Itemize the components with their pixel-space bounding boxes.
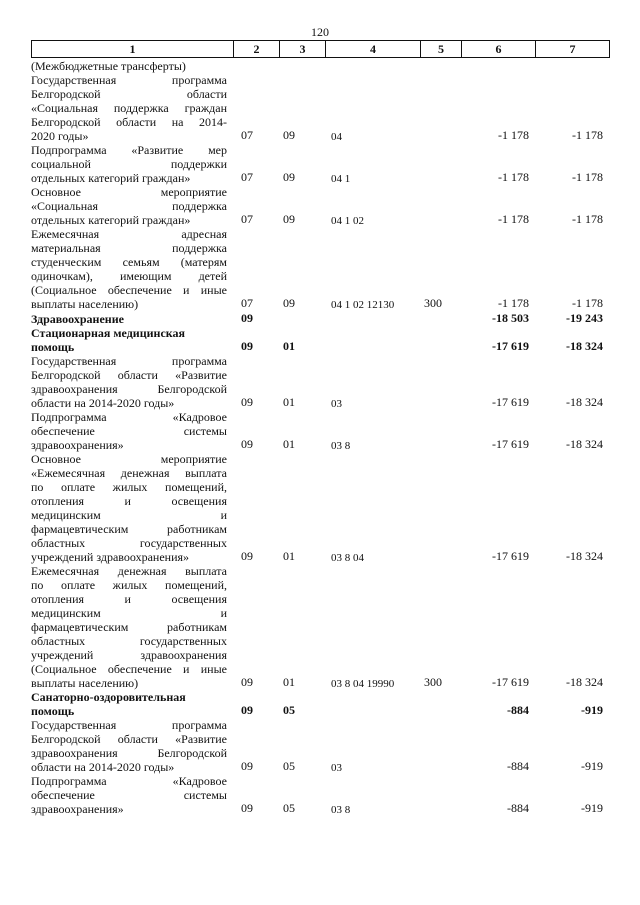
target-article-code: 03 8 04 19990 — [331, 678, 395, 690]
row-name-line: здравоохранения Белгородской — [31, 746, 227, 760]
row-name — [31, 452, 233, 564]
table-row — [31, 354, 609, 410]
expense-type-code — [420, 73, 461, 143]
amount-year-2: -18 324 — [566, 675, 603, 689]
row-name — [31, 690, 233, 718]
amount-year-1 — [461, 59, 535, 73]
table-row — [31, 311, 609, 326]
row-name-line: одиночкам), имеющим детей — [31, 269, 227, 283]
subsection-code: 05 — [283, 759, 295, 773]
row-name-line: области на 2014-2020 годы» — [31, 760, 175, 774]
expense-type-code — [420, 185, 461, 227]
row-name-line: студенческим семьям (матерям — [31, 255, 227, 269]
expense-type-code — [420, 452, 461, 564]
amount-year-1: -884 — [507, 759, 529, 773]
header-col-6: 6 — [462, 41, 536, 58]
amount-year-2: -919 — [581, 759, 603, 773]
amount-year-2: -19 243 — [566, 311, 603, 325]
target-article-code: 03 8 — [331, 804, 351, 816]
row-name-line: областных государственных — [31, 536, 227, 550]
row-name-line: 2020 годы» — [31, 129, 89, 143]
row-name-line: социальной поддержки — [31, 157, 227, 171]
section-code: 07 — [241, 296, 253, 310]
target-article-code: 04 1 — [331, 173, 351, 185]
row-name — [31, 326, 233, 354]
section-code: 09 — [241, 801, 253, 815]
section-code: 09 — [241, 675, 253, 689]
table-row — [31, 73, 609, 143]
row-name — [31, 410, 233, 452]
row-name — [31, 311, 233, 326]
row-name — [31, 718, 233, 774]
row-name-line: выплаты населению) — [31, 297, 139, 311]
row-name-line: Государственная программа — [31, 718, 227, 732]
section-code: 09 — [241, 395, 253, 409]
row-name-line: Государственная программа — [31, 73, 227, 87]
section-code: 09 — [241, 311, 253, 325]
header-row — [32, 41, 610, 58]
expense-type-code — [420, 690, 461, 718]
target-article-code — [325, 59, 420, 73]
header-col-1: 1 — [32, 41, 234, 58]
section-code: 07 — [241, 128, 253, 142]
amount-year-1: -17 619 — [492, 675, 529, 689]
amount-year-1: -1 178 — [498, 212, 529, 226]
row-name-line: материальная поддержка — [31, 241, 227, 255]
subsection-code: 01 — [283, 339, 295, 353]
expense-type-code — [420, 774, 461, 816]
target-article-code: 03 — [331, 762, 342, 774]
amount-year-2: -1 178 — [572, 296, 603, 310]
amount-year-1: -17 619 — [492, 339, 529, 353]
row-name-line: (Межбюджетные трансферты) — [31, 59, 186, 73]
table-row — [31, 410, 609, 452]
amount-year-2: -919 — [581, 703, 603, 717]
row-name-line: учреждений здравоохранения» — [31, 550, 190, 564]
amount-year-2: -1 178 — [572, 212, 603, 226]
subsection-code: 01 — [283, 675, 295, 689]
row-name-line: «Социальная поддержка — [31, 199, 227, 213]
target-article-code — [325, 311, 420, 326]
table-row — [31, 326, 609, 354]
amount-year-1: -18 503 — [492, 311, 529, 325]
expense-type-code — [420, 59, 461, 73]
amount-year-2: -919 — [581, 801, 603, 815]
section-code: 09 — [241, 703, 253, 717]
expense-type-code: 300 — [424, 296, 442, 310]
subsection-code: 01 — [283, 437, 295, 451]
budget-table-body — [31, 59, 609, 816]
amount-year-1: -1 178 — [498, 170, 529, 184]
header-col-4: 4 — [326, 41, 421, 58]
table-row — [31, 452, 609, 564]
subsection-code: 01 — [283, 549, 295, 563]
row-name-line: помощь — [31, 340, 75, 354]
row-name — [31, 59, 233, 73]
expense-type-code — [420, 354, 461, 410]
row-name-line: отопления и освещения — [31, 494, 227, 508]
amount-year-1: -1 178 — [498, 296, 529, 310]
expense-type-code — [420, 718, 461, 774]
table-row — [31, 718, 609, 774]
target-article-code: 04 — [331, 131, 342, 143]
section-code: 07 — [241, 170, 253, 184]
section-code: 09 — [241, 339, 253, 353]
row-name-line: Основное мероприятие — [31, 452, 227, 466]
row-name-line: Ежемесячная денежная выплата — [31, 564, 227, 578]
row-name-line: Подпрограмма «Кадровое — [31, 774, 227, 788]
row-name-line: «Социальная поддержка граждан — [31, 101, 227, 115]
amount-year-2: -18 324 — [566, 395, 603, 409]
subsection-code: 05 — [283, 801, 295, 815]
table-row — [31, 690, 609, 718]
row-name-line: Стационарная медицинская — [31, 326, 185, 340]
row-name — [31, 227, 233, 311]
table-row — [31, 185, 609, 227]
row-name — [31, 354, 233, 410]
row-name-line: фармацевтическим работникам — [31, 620, 227, 634]
amount-year-2: -18 324 — [566, 549, 603, 563]
header-col-3: 3 — [280, 41, 326, 58]
row-name-line: Белгородской области на 2014- — [31, 115, 227, 129]
amount-year-2: -1 178 — [572, 170, 603, 184]
expense-type-code — [420, 410, 461, 452]
row-name-line: отдельных категорий граждан» — [31, 171, 191, 185]
table-row — [31, 143, 609, 185]
row-name-line: помощь — [31, 704, 75, 718]
section-code: 09 — [241, 549, 253, 563]
row-name-line: Государственная программа — [31, 354, 227, 368]
row-name — [31, 73, 233, 143]
amount-year-2: -1 178 — [572, 128, 603, 142]
row-name-line: отопления и освещения — [31, 592, 227, 606]
row-name-line: Ежемесячная адресная — [31, 227, 227, 241]
amount-year-1: -1 178 — [498, 128, 529, 142]
row-name-line: Основное мероприятие — [31, 185, 227, 199]
row-name — [31, 774, 233, 816]
row-name-line: Белгородской области «Развитие — [31, 368, 227, 382]
row-name-line: по оплате жилых помещений, — [31, 480, 227, 494]
row-name-line: здравоохранения Белгородской — [31, 382, 227, 396]
row-name-line: здравоохранения» — [31, 438, 124, 452]
row-name-line: обеспечение системы — [31, 424, 227, 438]
subsection-code: 05 — [283, 703, 295, 717]
table-row — [31, 227, 609, 311]
table-row — [31, 774, 609, 816]
row-name-line: (Социальное обеспечение и иные — [31, 283, 227, 297]
row-name-line: выплаты населению) — [31, 676, 139, 690]
row-name-line: Подпрограмма «Развитие мер — [31, 143, 227, 157]
target-article-code: 04 1 02 — [331, 215, 364, 227]
row-name-line: «Ежемесячная денежная выплата — [31, 466, 227, 480]
target-article-code: 04 1 02 12130 — [331, 299, 395, 311]
target-article-code — [325, 326, 420, 354]
target-article-code — [325, 690, 420, 718]
subsection-code: 01 — [283, 395, 295, 409]
expense-type-code: 300 — [424, 675, 442, 689]
amount-year-1: -17 619 — [492, 395, 529, 409]
row-name-line: здравоохранения» — [31, 802, 124, 816]
row-name-line: обеспечение системы — [31, 788, 227, 802]
row-name-line: Санаторно-оздоровительная — [31, 690, 186, 704]
amount-year-2: -18 324 — [566, 437, 603, 451]
amount-year-1: -17 619 — [492, 437, 529, 451]
row-name-line: Подпрограмма «Кадровое — [31, 410, 227, 424]
target-article-code: 03 8 — [331, 440, 351, 452]
subsection-code: 09 — [283, 212, 295, 226]
header-col-2: 2 — [234, 41, 280, 58]
header-col-7: 7 — [536, 41, 610, 58]
amount-year-1: -17 619 — [492, 549, 529, 563]
amount-year-1: -884 — [507, 801, 529, 815]
row-name-line: Белгородской области «Развитие — [31, 732, 227, 746]
expense-type-code — [420, 143, 461, 185]
section-code: 09 — [241, 437, 253, 451]
row-name — [31, 143, 233, 185]
expense-type-code — [420, 311, 461, 326]
row-name-line: учреждений здравоохранения — [31, 648, 227, 662]
section-code — [233, 59, 279, 73]
row-name-line: Белгородской области — [31, 87, 227, 101]
section-code: 07 — [241, 212, 253, 226]
section-code: 09 — [241, 759, 253, 773]
row-name — [31, 564, 233, 690]
amount-year-2 — [535, 59, 609, 73]
row-name-line: фармацевтическим работникам — [31, 522, 227, 536]
row-name-line: (Социальное обеспечение и иные — [31, 662, 227, 676]
subsection-code: 09 — [283, 296, 295, 310]
row-name-line: отдельных категорий граждан» — [31, 213, 191, 227]
row-name-line: медицинским и — [31, 508, 227, 522]
header-col-5: 5 — [421, 41, 462, 58]
table-row — [31, 564, 609, 690]
expense-type-code — [420, 326, 461, 354]
row-name-line: Здравоохранение — [31, 312, 124, 326]
row-name-line: областных государственных — [31, 634, 227, 648]
subsection-code: 09 — [283, 128, 295, 142]
target-article-code: 03 — [331, 398, 342, 410]
subsection-code — [279, 311, 325, 326]
amount-year-2: -18 324 — [566, 339, 603, 353]
row-name — [31, 185, 233, 227]
row-name-line: по оплате жилых помещений, — [31, 578, 227, 592]
amount-year-1: -884 — [507, 703, 529, 717]
row-name-line: медицинским и — [31, 606, 227, 620]
page-number: 120 — [311, 25, 329, 39]
target-article-code: 03 8 04 — [331, 552, 364, 564]
subsection-code: 09 — [283, 170, 295, 184]
row-name-line: области на 2014-2020 годы» — [31, 396, 175, 410]
budget-table — [31, 59, 609, 816]
subsection-code — [279, 59, 325, 73]
table-header — [31, 40, 610, 58]
table-row — [31, 59, 609, 73]
